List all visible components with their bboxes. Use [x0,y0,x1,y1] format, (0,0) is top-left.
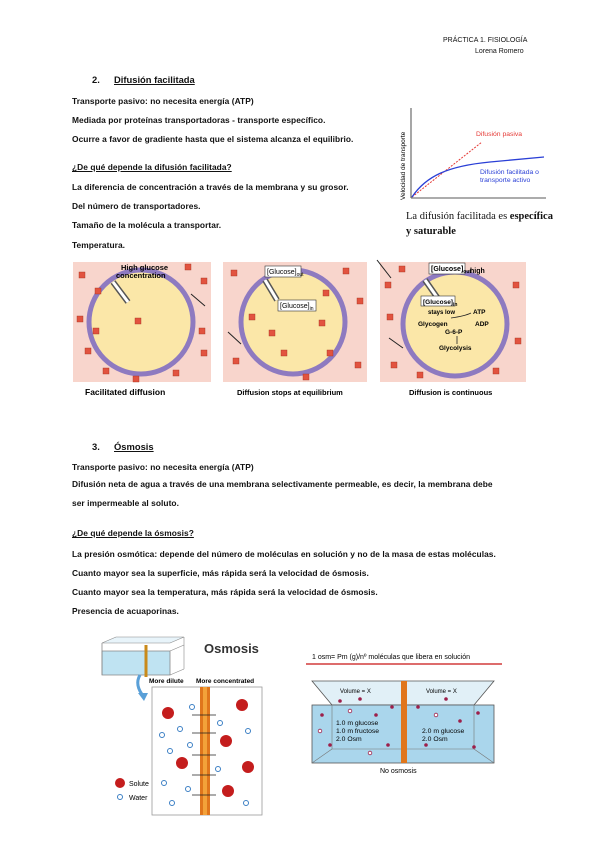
small-container [102,651,170,675]
osm-definition: 1 osm= Pm (g)/nº moléculas que libera en solución [312,654,470,661]
section-2-heading [92,74,195,85]
s3-factor-4: Presencia de acuaporinas. [72,606,179,616]
transport-graph [398,104,548,204]
s2-line-2: Mediada por proteínas transportadoras - transporte específico. [72,115,326,125]
graph-caption-b: específica [509,211,553,222]
osm-vol-left: Volume = X [340,689,371,695]
section-3-number: 3. [92,441,100,452]
s2-factor-2: Del número de transportadores. [72,201,201,211]
s2-line-3: Ocurre a favor de gradiente hasta que el sistema alcanza el equilibrio. [72,134,354,144]
osm-left-2: 1.0 m fructose [336,728,380,735]
panel2-in: $[Glucose]_{in}$ [280,303,314,312]
legend-water-label: Water [129,795,148,802]
s3-factor-2: Cuanto mayor sea la superficie, más rápida será la velocidad de ósmosis. [72,568,369,578]
graph-caption-line2: y saturable [406,226,456,237]
s2-factor-3: Tamaño de la molécula a transportar. [72,220,222,230]
panel3-caption: Diffusion is continuous [409,388,493,397]
panel3-out-high: high [470,268,485,275]
osmosis-figure [100,633,280,829]
series-facilitated-label-1: Difusión facilitada o [480,169,539,176]
graph-ylabel: Velocidad de transporte [400,131,407,200]
facilitated-diffusion-figure [73,258,528,398]
s3-question: ¿De qué depende la ósmosis? [72,528,194,538]
panel3-out: $[Glucose]_{out}$ [431,266,472,275]
header-author: Lorena Romero [475,48,524,55]
section-3-heading [92,441,154,452]
osm-right-2: 2.0 Osm [422,736,448,743]
s3-line-1: Transporte pasivo: no necesita energía (ATP) [72,462,254,472]
graph-caption-a: La difusión facilitada es [406,211,508,222]
series-passive-line [412,142,482,197]
label-more-concentrated: More concentrated [196,678,255,685]
s3-factor-1: La presión osmótica: depende del número de moléculas en solución y no de la masa de estas moléculas. [72,549,496,559]
osm-left-1: 1.0 m glucose [336,720,379,727]
series-facilitated-label-2: transporte activo [480,177,531,184]
section-3-title: Ósmosis [114,441,154,452]
s2-line-1: Transporte pasivo: no necesita energía (ATP) [72,96,254,106]
osm-vol-right: Volume = X [426,689,457,695]
osmosis-title: Osmosis [204,641,259,656]
panel2-out: $[Glucose]_{out}$ [267,269,304,278]
panel3-glycolysis: Glycolysis [439,345,472,352]
section-2-title: Difusión facilitada [114,74,195,85]
panel3-glycogen: Glycogen [418,321,448,328]
panel3-g6p: G-6-P [445,329,463,336]
panel2-caption: Diffusion stops at equilibrium [237,388,343,397]
osm-left-3: 2.0 Osm [336,736,362,743]
header-course: PRÁCTICA 1. FISIOLOGÍA [443,37,528,44]
legend-water-icon [118,795,123,800]
series-passive-label: Difusión pasiva [476,131,523,138]
panel-continuous [377,260,526,397]
osm-caption: No osmosis [380,768,417,775]
osm-membrane [401,681,407,763]
panel-facilitated-diffusion [73,262,211,397]
panel1-label-1: High glucose [121,263,169,272]
panel3-adp: ADP [475,321,489,328]
osm-figure [306,649,502,779]
label-more-dilute: More dilute [149,678,184,685]
s2-factor-4: Temperatura. [72,240,126,250]
panel1-caption: Facilitated diffusion [85,387,166,397]
panel1-label-2: concentration [116,271,166,280]
s3-factor-3: Cuanto mayor sea la temperatura, más rápida será la velocidad de ósmosis. [72,587,378,597]
graph-caption-line1 [406,211,553,222]
osm-right-1: 2.0 m glucose [422,728,465,735]
section-2-number: 2. [92,74,100,85]
panel3-atp: ATP [473,309,486,316]
s3-line-3: ser impermeable al soluto. [72,498,179,508]
legend-solute-label: Solute [129,781,149,788]
legend-solute-icon [115,778,125,788]
panel-equilibrium [223,262,367,397]
panel3-in: $[Glucose]_{in}$ [423,299,458,308]
panel3-stays-low: stays low [428,310,456,316]
s2-factor-1: La diferencia de concentración a través de la membrana y su grosor. [72,182,349,192]
s3-line-2: Difusión neta de agua a través de una membrana selectivamente permeable, es decir, la membrana debe [72,479,493,489]
s2-question: ¿De qué depende la difusión facilitada? [72,162,232,172]
